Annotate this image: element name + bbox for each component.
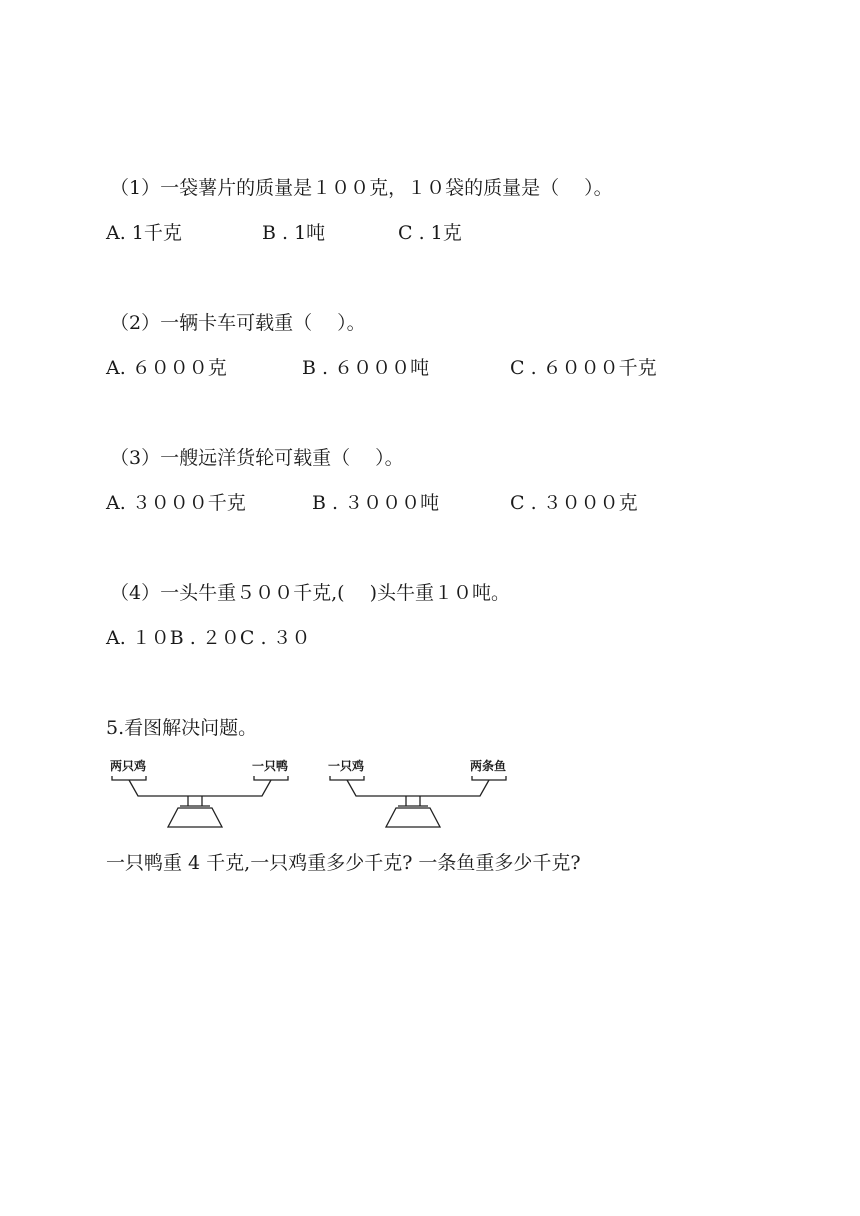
balance-scale-2	[326, 756, 516, 832]
question-1-option-c: C . 1克	[398, 222, 462, 244]
question-3-option-b: B . ３０００吨	[312, 492, 440, 514]
scale-1-left-label: 两只鸡	[110, 759, 147, 773]
problem-5-question: 一只鸭重 4 千克,一只鸡重多少千克? 一条鱼重多少千克?	[106, 852, 581, 874]
question-3-stem: （3）一艘远洋货轮可载重（ ）。	[110, 447, 404, 469]
question-2-option-c: C . ６０００千克	[510, 357, 657, 379]
question-2-stem: （2）一辆卡车可载重（ ）。	[110, 312, 366, 334]
question-1-stem: （1）一袋薯片的质量是１００克，１０袋的质量是（ ）。	[110, 177, 613, 199]
scale-2-drawing	[330, 776, 506, 827]
scale-1-drawing	[112, 776, 288, 827]
question-1-options	[106, 221, 462, 317]
question-2-option-a: A. ６０００克	[106, 357, 227, 379]
question-4-stem: （4）一头牛重５００千克,( )头牛重１０吨。	[110, 582, 510, 604]
balance-scale-1	[108, 756, 298, 832]
problem-5-title: 5.看图解决问题。	[106, 717, 258, 739]
question-2-option-b: B . ６０００吨	[302, 357, 430, 379]
question-4-options: A. １０B . ２０C . ３０	[106, 627, 311, 649]
scale-2-right-label: 两条鱼	[470, 759, 507, 773]
question-1-option-a: A. 1千克	[106, 222, 182, 244]
question-3-option-a: A. ３０００千克	[106, 492, 246, 514]
scale-1-right-label: 一只鸭	[252, 759, 289, 773]
question-1-option-b: B . 1吨	[262, 222, 326, 244]
scale-2-left-label: 一只鸡	[328, 759, 365, 773]
question-2-options	[106, 356, 657, 452]
question-3-option-c: C . ３０００克	[510, 492, 638, 514]
question-3-options	[106, 491, 638, 587]
